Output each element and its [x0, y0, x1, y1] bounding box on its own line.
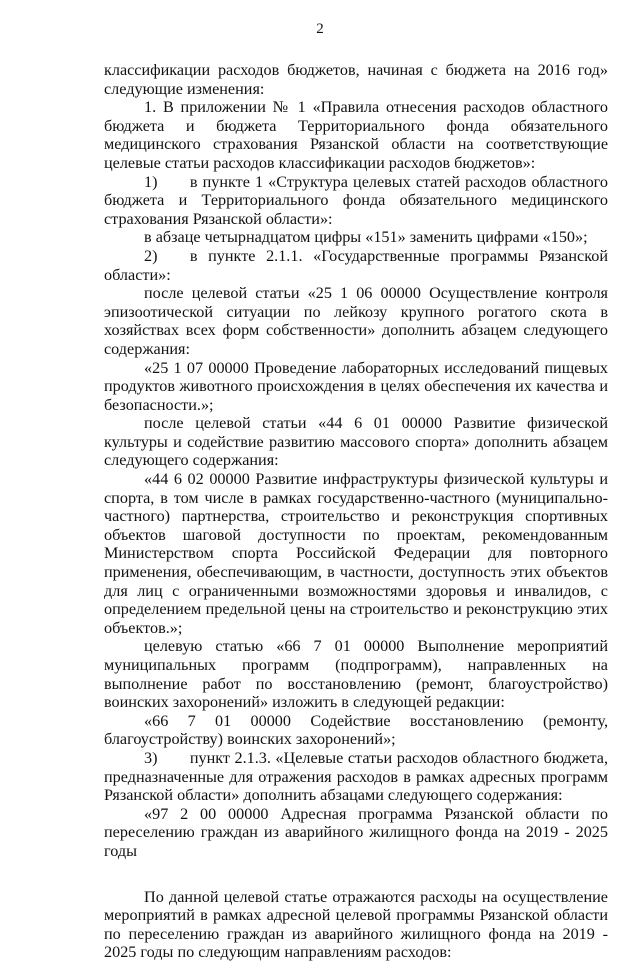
paragraph-article-25-1-07: «25 1 07 00000 Проведение лабораторных исследований пищевых продуктов животного происхождения в целях обеспечения их качества и безопасности.»; [104, 358, 608, 414]
document-body [104, 61, 608, 962]
paragraph-article-44-6-02: «44 6 02 00000 Развитие инфраструктуры физической культуры и спорта, в том числе в рамках государственно-частного (муниципально-частного) партнерства, строительство и реконструкция спортивных объектов шаговой доступности по проектам, рекомендованным Министерством спорта Российской Федерации для повторного применения, обеспечивающим, в частности, доступность этих объектов для лиц с ограниченными возможностями здоровья и инвалидов, с определением предельной цены на строительство и реконструкцию этих объектов.»; [104, 470, 608, 637]
paragraph-item-1: 1) в пункте 1 «Структура целевых статей расходов областного бюджета и Территориального фонда обязательного медицинского страхования Рязанской области»: [104, 172, 608, 228]
paragraph-article-97-2-00: «97 2 00 00000 Адресная программа Рязанской области по переселению граждан из аварийного жилищного фонда на 2019 - 2025 годы [104, 804, 608, 860]
paragraph-expense-description: По данной целевой статье отражаются расходы на осуществление мероприятий в рамках адресной целевой программы Рязанской области по переселению граждан из аварийного жилищного фонда на 2019 - 2025 годы по следующим направлениям расходов: [104, 887, 608, 962]
page-number: 2 [316, 21, 324, 37]
paragraph-article-66-7-01-new: «66 7 01 00000 Содействие восстановлению (ремонту, благоустройству) воинских захоронений»; [104, 711, 608, 749]
paragraph-article-66-7-01-old: целевую статью «66 7 01 00000 Выполнение мероприятий муниципальных программ (подпрограмм), направленных на выполнение работ по восстановлению (ремонт, благоустройство) воинских захоронений» изложить в следующей редакции: [104, 637, 608, 712]
paragraph-after-44-6-01: после целевой статьи «44 6 01 00000 Развитие физической культуры и содействие развитию массового спорта» дополнить абзацем следующего содержания: [104, 414, 608, 470]
paragraph-item-3: 3) пункт 2.1.3. «Целевые статьи расходов областного бюджета, предназначенные для отражения расходов в рамках адресных программ Рязанской области» дополнить абзацами следующего содержания: [104, 748, 608, 805]
paragraph-item-2: 2) в пункте 2.1.1. «Государственные программы Рязанской области»: [104, 246, 608, 284]
paragraph-after-25-1-06: после целевой статьи «25 1 06 00000 Осуществление контроля эпизоотической ситуации по лейкозу крупного рогатого скота в хозяйствах всех форм собственности» дополнить абзацем следующего содержания: [104, 284, 608, 358]
paragraph-continuation: классификации расходов бюджетов, начиная с бюджета на 2016 год» следующие изменения: [104, 61, 608, 98]
paragraph-appendix-1: 1. В приложении № 1 «Правила отнесения расходов областного бюджета и бюджета Территориального фонда обязательного медицинского страхования Рязанской области на соответствующие целевые статьи расходов классификации расходов бюджетов»: [104, 98, 608, 172]
paragraph-item-1-change: в абзаце четырнадцатом цифры «151» заменить цифрами «150»; [144, 228, 588, 247]
